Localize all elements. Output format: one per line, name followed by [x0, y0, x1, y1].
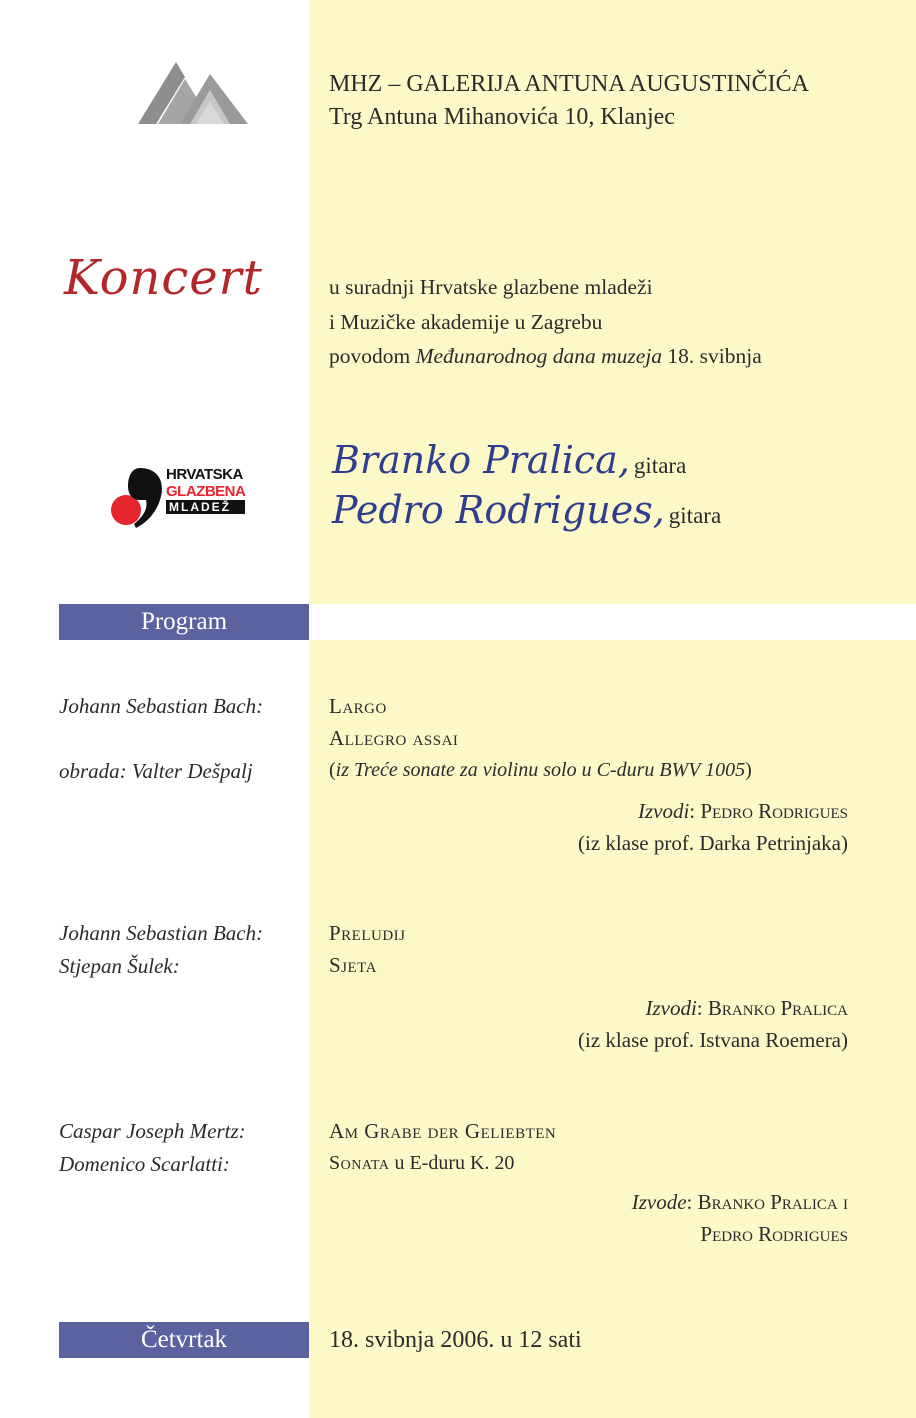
hgm-mark-icon: [110, 466, 168, 530]
work-largo: Largo: [329, 694, 387, 718]
program-band: [309, 604, 916, 640]
composer-bach-1: Johann Sebastian Bach:: [59, 694, 264, 718]
institution-name: MHZ – GALERIJA ANTUNA AUGUSTINČIĆA: [329, 71, 810, 97]
intro-line-3: povodom Međunarodnog dana muzeja 18. svibnja: [329, 344, 762, 368]
institution-address: Trg Antuna Mihanovića 10, Klanjec: [329, 104, 675, 130]
hgm-line-3: MLADEŽ: [166, 500, 245, 514]
composer-sulek: Stjepan Šulek:: [59, 954, 180, 978]
class-note-2: (iz klase prof. Istvana Roemera): [578, 1028, 848, 1052]
hgm-line-1: HRVATSKA: [166, 466, 243, 483]
hgm-logo: [110, 466, 246, 530]
composer-bach-2: Johann Sebastian Bach:: [59, 921, 264, 945]
performer-2: Pedro Rodrigues, gitara: [332, 488, 722, 532]
work-am-grabe: Am Grabe der Geliebten: [329, 1119, 557, 1143]
performer-line-1: Izvodi: Pedro Rodrigues: [637, 799, 848, 823]
class-note-1: (iz klase prof. Darka Petrinjaka): [578, 831, 848, 855]
arranger-despalj: obrada: Valter Dešpalj: [59, 759, 253, 783]
footer-day: Četvrtak: [59, 1322, 309, 1358]
performer-line-3b: Pedro Rodrigues: [700, 1222, 848, 1246]
intro-line-1: u suradnji Hrvatske glazbene mladeži: [329, 275, 653, 299]
work-sonata: Sonata u E-duru K. 20: [329, 1152, 515, 1174]
composer-mertz: Caspar Joseph Mertz:: [59, 1119, 246, 1143]
performer-1: Branko Pralica, gitara: [332, 438, 687, 482]
performer-line-3: Izvode: Branko Pralica i: [631, 1190, 848, 1214]
concert-title: Koncert: [64, 250, 263, 306]
work-source: (iz Treće sonate za violinu solo u C-duru BWV 1005): [329, 759, 752, 781]
performer-line-2: Izvodi: Branko Pralica: [645, 996, 848, 1020]
intro-line-2: i Muzičke akademije u Zagrebu: [329, 309, 603, 334]
hgm-line-2: GLAZBENA: [166, 483, 246, 500]
work-sjeta: Sjeta: [329, 953, 377, 977]
composer-scarlatti: Domenico Scarlatti:: [59, 1152, 230, 1176]
footer-date: 18. svibnja 2006. u 12 sati: [329, 1327, 582, 1353]
program-label: Program: [59, 604, 309, 640]
gallery-logo-icon: [138, 62, 248, 126]
work-allegro: Allegro assai: [329, 726, 459, 750]
work-preludij: Preludij: [329, 921, 406, 945]
